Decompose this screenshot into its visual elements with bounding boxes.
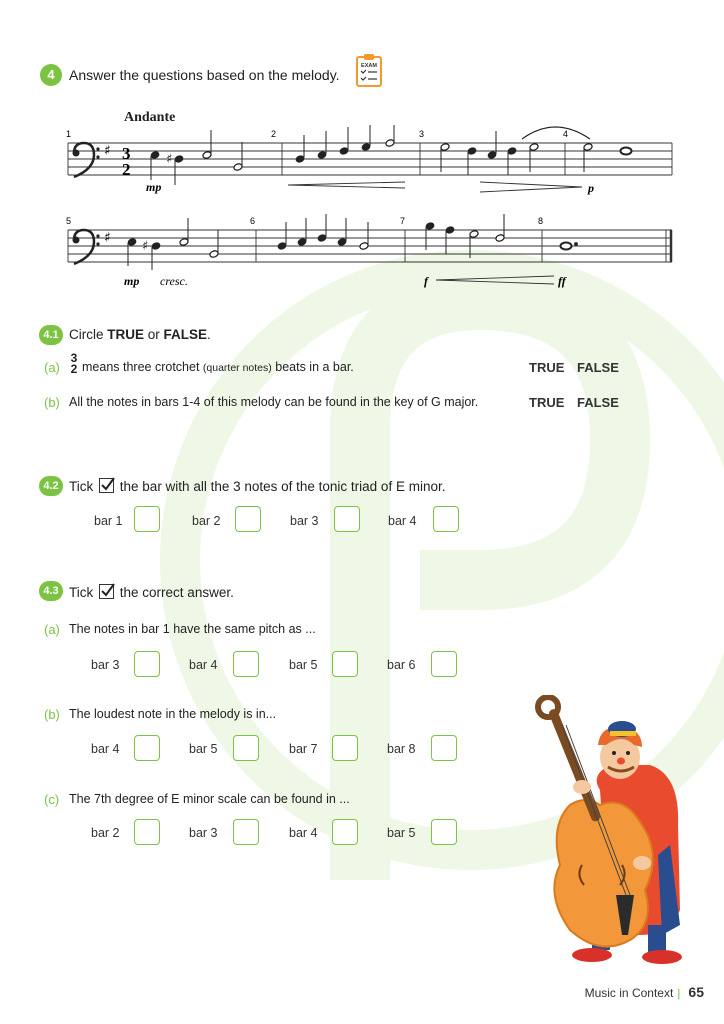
true-option[interactable]: TRUE — [529, 395, 565, 410]
option-label: bar 3 — [290, 514, 319, 528]
bass-clef-icon — [73, 230, 100, 264]
option-label: bar 8 — [387, 742, 416, 756]
subquestion-badge: 4.1 — [39, 325, 63, 345]
bar-number: 6 — [250, 216, 256, 226]
item-text: The notes in bar 1 have the same pitch as ... — [69, 622, 316, 636]
option-label: bar 5 — [289, 658, 318, 672]
answer-checkbox[interactable] — [332, 651, 358, 677]
item-letter: (a) — [44, 360, 60, 375]
dynamic-ff: ff — [558, 274, 566, 288]
dynamic-mp: mp — [124, 274, 140, 288]
bar-number: 8 — [538, 216, 544, 226]
option-label: bar 6 — [387, 658, 416, 672]
answer-checkbox[interactable] — [431, 819, 457, 845]
option-label: bar 5 — [189, 742, 218, 756]
answer-checkbox[interactable] — [134, 735, 160, 761]
page-footer: Music in Context | 65 — [584, 984, 704, 1000]
dynamic-f: f — [424, 274, 428, 288]
answer-checkbox[interactable] — [332, 819, 358, 845]
tick-icon — [99, 584, 114, 599]
crescendo-hairpin — [436, 276, 554, 284]
subquestion-instruction: Tick the correct answer. — [69, 585, 234, 600]
true-option[interactable]: TRUE — [529, 360, 565, 375]
exam-badge-text: EXAM — [361, 63, 377, 69]
bar-number: 3 — [419, 129, 425, 139]
bass-clef-icon — [73, 143, 100, 177]
bar-number: 7 — [400, 216, 406, 226]
answer-checkbox[interactable] — [134, 506, 160, 532]
svg-text:♯: ♯ — [142, 239, 149, 254]
tick-icon — [99, 478, 114, 493]
key-sharp-icon: ♯ — [104, 230, 111, 246]
tempo-marking: Andante — [124, 110, 176, 125]
exam-icon — [355, 52, 383, 86]
answer-checkbox[interactable] — [233, 735, 259, 761]
key-sharp-icon: ♯ — [104, 143, 111, 159]
option-label: bar 1 — [94, 514, 123, 528]
page-number: 65 — [688, 984, 704, 1000]
decrescendo-hairpin — [480, 182, 582, 192]
option-label: bar 4 — [91, 742, 120, 756]
item-text: means three crotchet (quarter notes) beats in a bar. — [82, 360, 354, 374]
bar-1-notes — [150, 130, 243, 185]
subquestion-instruction: Circle TRUE or FALSE. — [69, 327, 211, 342]
book-title: Music in Context — [584, 986, 674, 1000]
bar-number: 1 — [66, 129, 72, 139]
dynamic-cresc: cresc. — [160, 274, 188, 288]
dynamic-p: p — [588, 181, 594, 195]
crescendo-hairpin — [288, 182, 405, 188]
item-text: All the notes in bars 1-4 of this melody can be found in the key of G major. — [69, 395, 479, 409]
bar-number: 2 — [271, 129, 277, 139]
answer-checkbox[interactable] — [431, 651, 457, 677]
bar-4-notes — [583, 143, 631, 172]
subquestion-badge: 4.2 — [39, 476, 63, 496]
answer-checkbox[interactable] — [334, 506, 360, 532]
option-label: bar 2 — [91, 826, 120, 840]
answer-checkbox[interactable] — [134, 819, 160, 845]
option-label: bar 2 — [192, 514, 221, 528]
item-letter: (b) — [44, 395, 60, 410]
item-text: The loudest note in the melody is in... — [69, 707, 277, 721]
option-label: bar 5 — [387, 826, 416, 840]
answer-checkbox[interactable] — [235, 506, 261, 532]
option-label: bar 3 — [91, 658, 120, 672]
option-label: bar 3 — [189, 826, 218, 840]
double-bass-player-illustration — [530, 695, 700, 970]
false-option[interactable]: FALSE — [577, 360, 619, 375]
bar-number: 5 — [66, 216, 72, 226]
false-option[interactable]: FALSE — [577, 395, 619, 410]
item-text: The 7th degree of E minor scale can be found in ... — [69, 792, 350, 806]
option-label: bar 7 — [289, 742, 318, 756]
item-letter: (b) — [44, 707, 60, 722]
bar-number: 4 — [563, 129, 569, 139]
bar-2-notes — [295, 125, 395, 163]
question-number-badge: 4 — [40, 64, 62, 86]
time-sig-bottom: 2 — [122, 160, 131, 179]
bar-7-notes — [425, 214, 505, 258]
time-sig-top: 3 — [122, 144, 131, 163]
option-label: bar 4 — [388, 514, 417, 528]
option-label: bar 4 — [189, 658, 218, 672]
slur — [522, 127, 590, 139]
option-label: bar 4 — [289, 826, 318, 840]
answer-checkbox[interactable] — [134, 651, 160, 677]
answer-checkbox[interactable] — [233, 651, 259, 677]
whole-note — [621, 148, 632, 155]
answer-checkbox[interactable] — [431, 735, 457, 761]
time-signature-fraction: 3 2 — [70, 351, 78, 376]
item-letter: (a) — [44, 622, 60, 637]
item-letter: (c) — [44, 792, 60, 807]
subquestion-badge: 4.3 — [39, 581, 63, 601]
bar-6-notes — [277, 214, 369, 250]
dynamic-mp: mp — [146, 180, 162, 194]
svg-text:♯: ♯ — [166, 152, 173, 167]
subquestion-instruction: Tick the bar with all the 3 notes of the tonic triad of E minor. — [69, 479, 446, 494]
answer-checkbox[interactable] — [233, 819, 259, 845]
answer-checkbox[interactable] — [332, 735, 358, 761]
music-score — [60, 125, 680, 295]
answer-checkbox[interactable] — [433, 506, 459, 532]
question-instruction: Answer the questions based on the melody. — [69, 67, 340, 83]
